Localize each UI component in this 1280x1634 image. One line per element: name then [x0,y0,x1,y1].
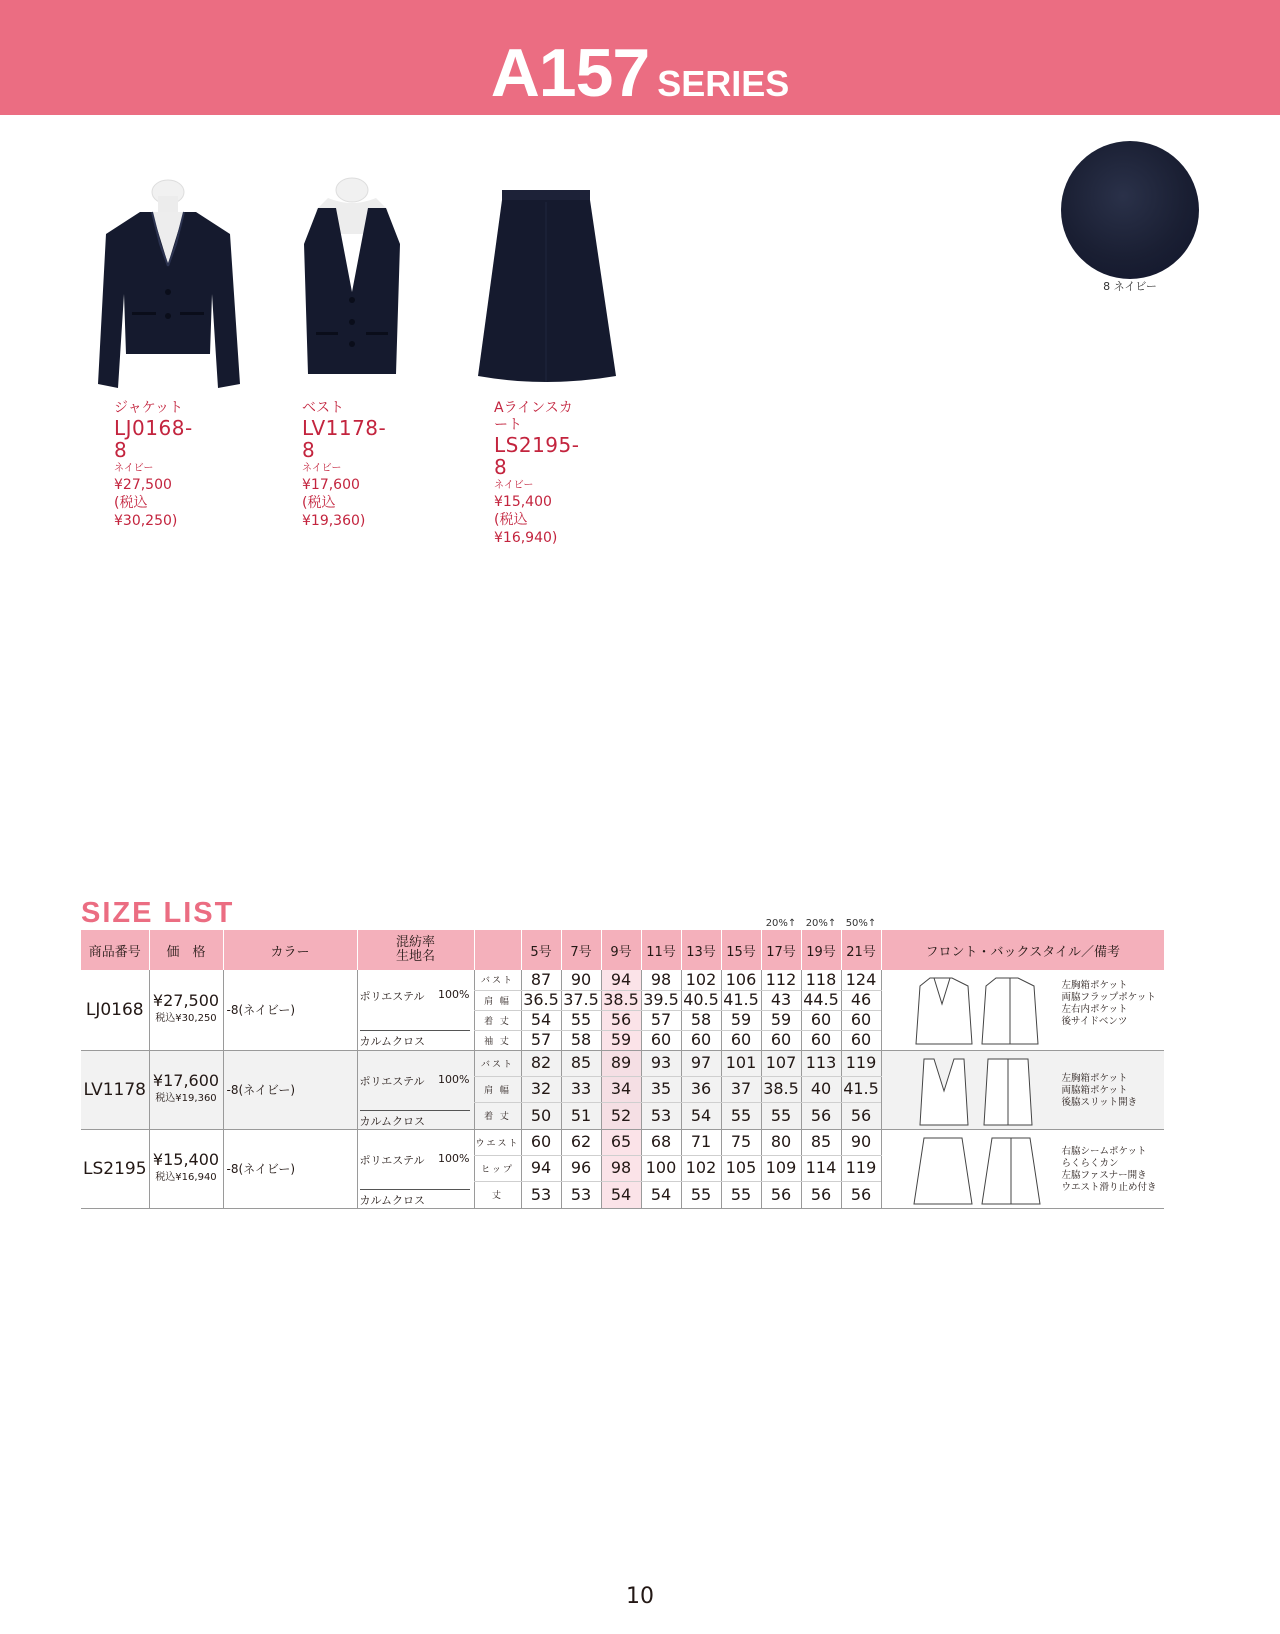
product-color: ネイビー [302,463,342,474]
size-value: 59 [601,1030,641,1050]
series-header [0,0,1280,115]
product-category: ベスト [302,400,344,416]
size-value: 33 [561,1076,601,1102]
size-value: 55 [761,1103,801,1129]
header-size: 15号 [721,930,761,970]
size-value: 60 [681,1030,721,1050]
fabric-name: ポリエステル [359,1074,425,1088]
size-value: 119 [841,1050,881,1076]
size-value: 53 [561,1182,601,1208]
size-value: 54 [601,1182,641,1208]
item-price-value: ¥17,600 [152,1070,220,1090]
item-style [881,1050,1164,1129]
product-info [302,400,386,530]
size-value: 54 [521,1010,561,1030]
size-value: 114 [801,1155,841,1181]
size-value: 98 [641,970,681,990]
measure-label: ウエスト [474,1129,521,1155]
size-value: 112 [761,970,801,990]
item-code: LS2195 [81,1129,149,1208]
size-value: 56 [841,1182,881,1208]
header-fabric-name: 生地名 [395,949,435,964]
size-value: 44.5 [801,990,841,1010]
note-line: 左右内ポケット [1061,1004,1128,1016]
size-value: 41.5 [721,990,761,1010]
size-value: 58 [681,1010,721,1030]
size-value: 58 [561,1030,601,1050]
item-notes [1062,1146,1157,1194]
size-value: 53 [641,1103,681,1129]
cloth-name: カルムクロス [359,1114,426,1128]
fabric-name: ポリエステル [359,1153,425,1167]
table-row [81,970,1164,990]
size-value: 52 [601,1103,641,1129]
size-value: 60 [801,1010,841,1030]
size-table-header [81,930,1164,970]
measure-label: 着 丈 [474,1103,521,1129]
item-notes [1062,1073,1138,1109]
measure-label: 肩 幅 [474,1076,521,1102]
size-value: 56 [801,1182,841,1208]
note-line: 右脇シームポケット [1061,1145,1147,1157]
note-line: 両脇フラップポケット [1061,992,1156,1004]
size-value: 94 [521,1155,561,1181]
size-value: 57 [521,1030,561,1050]
note-line: らくらくカン [1061,1157,1119,1169]
size-value: 39.5 [641,990,681,1010]
measure-label: バスト [474,970,521,990]
size-value: 75 [721,1129,761,1155]
size-value: 40 [801,1076,841,1102]
measure-label: 肩 幅 [474,990,521,1010]
note-line: 後脇スリット開き [1061,1096,1138,1108]
item-price-value: ¥27,500 [152,990,220,1010]
size-value: 85 [561,1050,601,1076]
measure-label: 丈 [474,1182,521,1208]
header-fabric-ratio: 混紡率 [395,935,435,950]
note-line: 後サイドベンツ [1061,1016,1128,1028]
measure-label: バスト [474,1050,521,1076]
size-value: 94 [601,970,641,990]
size-value: 38.5 [601,990,641,1010]
product-price-tax: (税込¥30,250) [114,495,178,529]
item-price-tax: 税込¥19,360 [155,1092,217,1104]
header-size: 21号 [841,930,881,970]
size-value: 93 [641,1050,681,1076]
header-size: 7号 [561,930,601,970]
size-value: 85 [801,1129,841,1155]
size-value: 65 [601,1129,641,1155]
item-price-tax: 税込¥16,940 [155,1171,217,1183]
product-price-tax: (税込¥16,940) [494,512,558,546]
size-value: 46 [841,990,881,1010]
item-code: LV1178 [81,1050,149,1129]
product-price: ¥27,500 [114,477,172,493]
product-info [494,400,579,547]
cloth-name: カルムクロス [359,1193,426,1207]
size-value: 55 [721,1103,761,1129]
jacket-drawing [912,974,1042,1046]
measure-label: 袖 丈 [474,1030,521,1050]
item-style [881,970,1164,1050]
size-list-title: SIZE LIST [81,897,235,929]
item-price [149,970,223,1050]
size-value: 60 [761,1030,801,1050]
size-value: 101 [721,1050,761,1076]
size-value: 57 [641,1010,681,1030]
size-value: 119 [841,1155,881,1181]
measure-label: 着 丈 [474,1010,521,1030]
size-value: 107 [761,1050,801,1076]
size-value: 98 [601,1155,641,1181]
size-value: 54 [641,1182,681,1208]
item-fabric [357,1129,474,1208]
table-row [81,1050,1164,1076]
item-fabric [357,970,474,1050]
size-value: 60 [801,1030,841,1050]
size-value: 59 [761,1010,801,1030]
header-size: 13号 [681,930,721,970]
size-value: 40.5 [681,990,721,1010]
size-value: 109 [761,1155,801,1181]
percent-note: 20%↑ [805,918,837,929]
size-value: 100 [641,1155,681,1181]
header-size: 19号 [801,930,841,970]
size-value: 38.5 [761,1076,801,1102]
header-color: カラー [223,930,357,970]
size-value: 35 [641,1076,681,1102]
product-price: ¥15,400 [494,494,552,510]
product-category: ジャケット [114,400,184,416]
vest-photo [278,174,428,394]
jacket-photo [90,174,250,394]
series-number: A157 [490,35,650,111]
header-style: フロント・バックスタイル／備考 [881,930,1164,970]
size-value: 87 [521,970,561,990]
skirt-photo [470,188,620,388]
size-value: 102 [681,1155,721,1181]
size-value: 71 [681,1129,721,1155]
size-value: 97 [681,1050,721,1076]
header-size: 9号 [601,930,641,970]
note-line: 両脇箱ポケット [1061,1084,1128,1096]
size-value: 60 [841,1030,881,1050]
size-value: 90 [841,1129,881,1155]
size-value: 62 [561,1129,601,1155]
series-word: SERIES [657,63,790,104]
fabric-ratio: 100% [438,1151,470,1165]
note-line: 左脇ファスナー開き [1061,1169,1147,1181]
size-table [81,930,1164,1209]
header-size: 5号 [521,930,561,970]
size-value: 55 [561,1010,601,1030]
vest-drawing [918,1055,1038,1127]
product-code: LJ0168-8 [114,416,193,462]
product-code: LV1178-8 [302,416,387,462]
header-price: 価 格 [149,930,223,970]
item-style [881,1129,1164,1208]
note-line: ウエスト滑り止め付き [1061,1181,1157,1193]
size-value: 105 [721,1155,761,1181]
size-value: 60 [641,1030,681,1050]
size-value: 89 [601,1050,641,1076]
size-value: 80 [761,1129,801,1155]
product-color: ネイビー [114,463,154,474]
header-measure [474,930,521,970]
size-value: 56 [801,1103,841,1129]
size-value: 56 [601,1010,641,1030]
size-value: 32 [521,1076,561,1102]
note-line: 左胸箱ポケット [1061,980,1128,992]
size-value: 55 [681,1182,721,1208]
size-value: 96 [561,1155,601,1181]
product-color: ネイビー [494,480,534,491]
cloth-name: カルムクロス [359,1035,426,1049]
product-category: Aラインスカート [494,400,573,433]
item-notes [1062,980,1156,1028]
size-value: 43 [761,990,801,1010]
product-info [114,400,193,530]
table-row [81,1129,1164,1155]
size-value: 118 [801,970,841,990]
item-color: -8(ネイビー) [223,970,357,1050]
percent-note: 20%↑ [765,918,797,929]
fabric-swatch [1061,141,1199,279]
header-code: 商品番号 [81,930,149,970]
size-value: 113 [801,1050,841,1076]
header-fabric [357,930,474,970]
size-value: 60 [841,1010,881,1030]
item-fabric [357,1050,474,1129]
skirt-drawing [912,1134,1042,1206]
item-color: -8(ネイビー) [223,1129,357,1208]
size-value: 36 [681,1076,721,1102]
size-value: 37 [721,1076,761,1102]
header-size: 11号 [641,930,681,970]
swatch-label: 8 ネイビー [1103,280,1157,293]
percent-note: 50%↑ [845,918,877,929]
size-value: 37.5 [561,990,601,1010]
item-price [149,1050,223,1129]
size-value: 36.5 [521,990,561,1010]
size-value: 54 [681,1103,721,1129]
note-line: 左胸箱ポケット [1061,1072,1128,1084]
size-value: 56 [841,1103,881,1129]
item-price-tax: 税込¥30,250 [155,1012,217,1024]
item-price [149,1129,223,1208]
size-value: 59 [721,1010,761,1030]
fabric-ratio: 100% [438,1072,470,1086]
product-code: LS2195-8 [494,433,580,479]
size-value: 106 [721,970,761,990]
fabric-ratio: 100% [438,988,470,1002]
product-price: ¥17,600 [302,477,360,493]
size-value: 68 [641,1129,681,1155]
fabric-name: ポリエステル [359,990,425,1004]
size-value: 124 [841,970,881,990]
measure-label: ヒップ [474,1155,521,1181]
series-title [0,34,1280,112]
size-value: 82 [521,1050,561,1076]
product-price-tax: (税込¥19,360) [302,495,366,529]
size-value: 56 [761,1182,801,1208]
size-value: 50 [521,1103,561,1129]
size-value: 55 [721,1182,761,1208]
header-size: 17号 [761,930,801,970]
size-value: 41.5 [841,1076,881,1102]
size-value: 102 [681,970,721,990]
item-price-value: ¥15,400 [152,1149,220,1169]
size-value: 60 [521,1129,561,1155]
page-number: 10 [626,1584,654,1609]
item-code: LJ0168 [81,970,149,1050]
item-color: -8(ネイビー) [223,1050,357,1129]
size-value: 60 [721,1030,761,1050]
size-value: 51 [561,1103,601,1129]
size-value: 90 [561,970,601,990]
size-value: 34 [601,1076,641,1102]
size-value: 53 [521,1182,561,1208]
